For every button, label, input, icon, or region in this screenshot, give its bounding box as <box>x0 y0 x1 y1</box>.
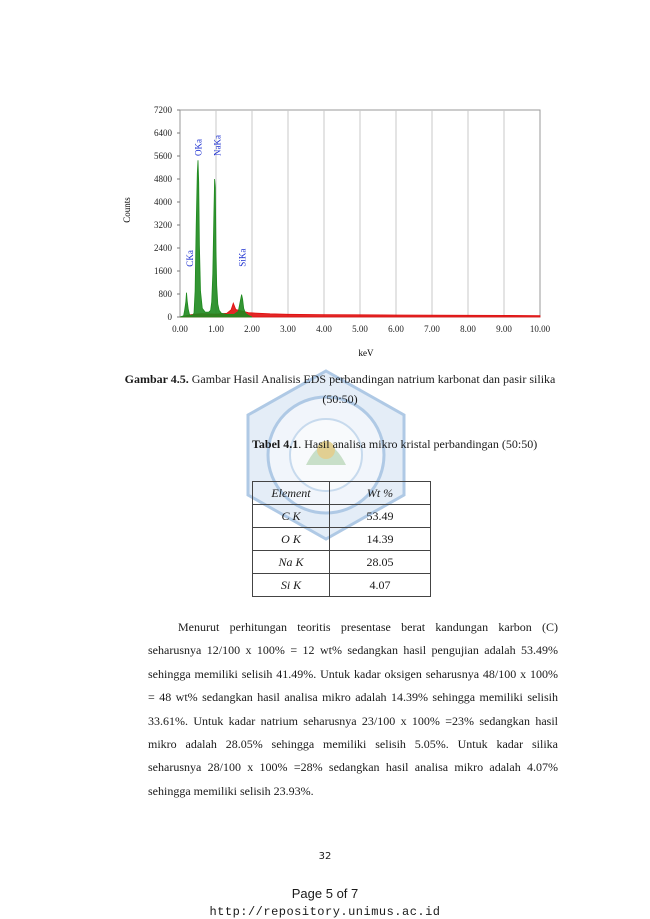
y-tick-label: 4800 <box>154 174 172 184</box>
x-tick-label: 10.00 <box>529 324 551 334</box>
cell-value: 14.39 <box>330 528 431 551</box>
cell-value: 53.49 <box>330 505 431 528</box>
cell-value: 28.05 <box>330 551 431 574</box>
y-tick-label: 5600 <box>154 151 172 161</box>
x-axis-label: keV <box>358 348 374 358</box>
table-header-row <box>253 482 431 505</box>
y-tick-label: 4000 <box>154 197 172 207</box>
table-row <box>253 505 431 528</box>
y-axis-label: Counts <box>122 197 132 223</box>
eds-spectrum-chart <box>118 100 558 362</box>
table-row <box>253 574 431 597</box>
table-caption-text: . Hasil analisa mikro kristal perbandingan (50:50) <box>298 437 538 451</box>
composition-table <box>252 481 431 597</box>
page-number: 32 <box>318 851 332 862</box>
x-tick-label: 5.00 <box>352 324 368 334</box>
y-tick-label: 6400 <box>154 128 172 138</box>
x-tick-label: 3.00 <box>280 324 296 334</box>
x-tick-label: 0.00 <box>172 324 188 334</box>
figure-number: Gambar 4.5. <box>124 372 189 386</box>
figure-caption <box>120 369 560 409</box>
x-tick-label: 4.00 <box>316 324 332 334</box>
y-tick-label: 800 <box>158 289 172 299</box>
x-tick-label: 7.00 <box>424 324 440 334</box>
body-paragraph: Menurut perhitungan teoritis presentase berat kandungan karbon (C) seharusnya 12/100 x 100% = 12 wt% sedangkan hasil pengujian adalah 53.49% sehingga memiliki selisih 41.49%. Untuk kadar oksigen seharusnya 48/100 x 100% = 48 wt% sedangkan hasil analisa mikro adalah 14.39% sehingga memiliki selisih 33.61%. Untuk kadar natrium seharusnya 23/100 x 100% =23% sedangkan hasil mikro adalah 28.05% sehingga memiliki selisih 5.05%. Untuk kadar silika seharusnya 28/100 x 100% =28% sedangkan hasil analisa mikro adalah 4.07% sehingga memiliki selisih 23.93%. <box>148 620 558 798</box>
cell-element: C K <box>253 505 330 528</box>
peak-label: CKa <box>185 250 196 267</box>
y-tick-label: 1600 <box>154 266 172 276</box>
x-tick-label: 6.00 <box>388 324 404 334</box>
peak-label: NaKa <box>212 135 223 156</box>
peak-label: OKa <box>193 139 204 156</box>
table-row <box>253 528 431 551</box>
x-tick-label: 9.00 <box>496 324 512 334</box>
cell-element: O K <box>253 528 330 551</box>
peak-label: SiKa <box>237 248 248 267</box>
y-tick-label: 7200 <box>154 105 172 115</box>
table-row <box>253 551 431 574</box>
x-tick-label: 8.00 <box>460 324 476 334</box>
y-tick-label: 3200 <box>154 220 172 230</box>
x-tick-label: 1.00 <box>208 324 224 334</box>
cell-element: Na K <box>253 551 330 574</box>
repository-url: http://repository.unimus.ac.id <box>209 905 441 919</box>
cell-value: 4.07 <box>330 574 431 597</box>
header-element: Element <box>253 482 330 505</box>
y-tick-label: 2400 <box>154 243 172 253</box>
cell-element: Si K <box>253 574 330 597</box>
x-tick-label: 2.00 <box>244 324 260 334</box>
y-tick-label: 0 <box>167 312 172 322</box>
page-of-label: Page 5 of 7 <box>291 886 359 901</box>
table-number: Tabel 4.1 <box>252 437 299 451</box>
figure-caption-text: Gambar Hasil Analisis EDS perbandingan natrium karbonat dan pasir silika (50:50) <box>191 372 556 406</box>
table-caption <box>252 434 582 454</box>
header-wt-percent: Wt % <box>330 482 431 505</box>
